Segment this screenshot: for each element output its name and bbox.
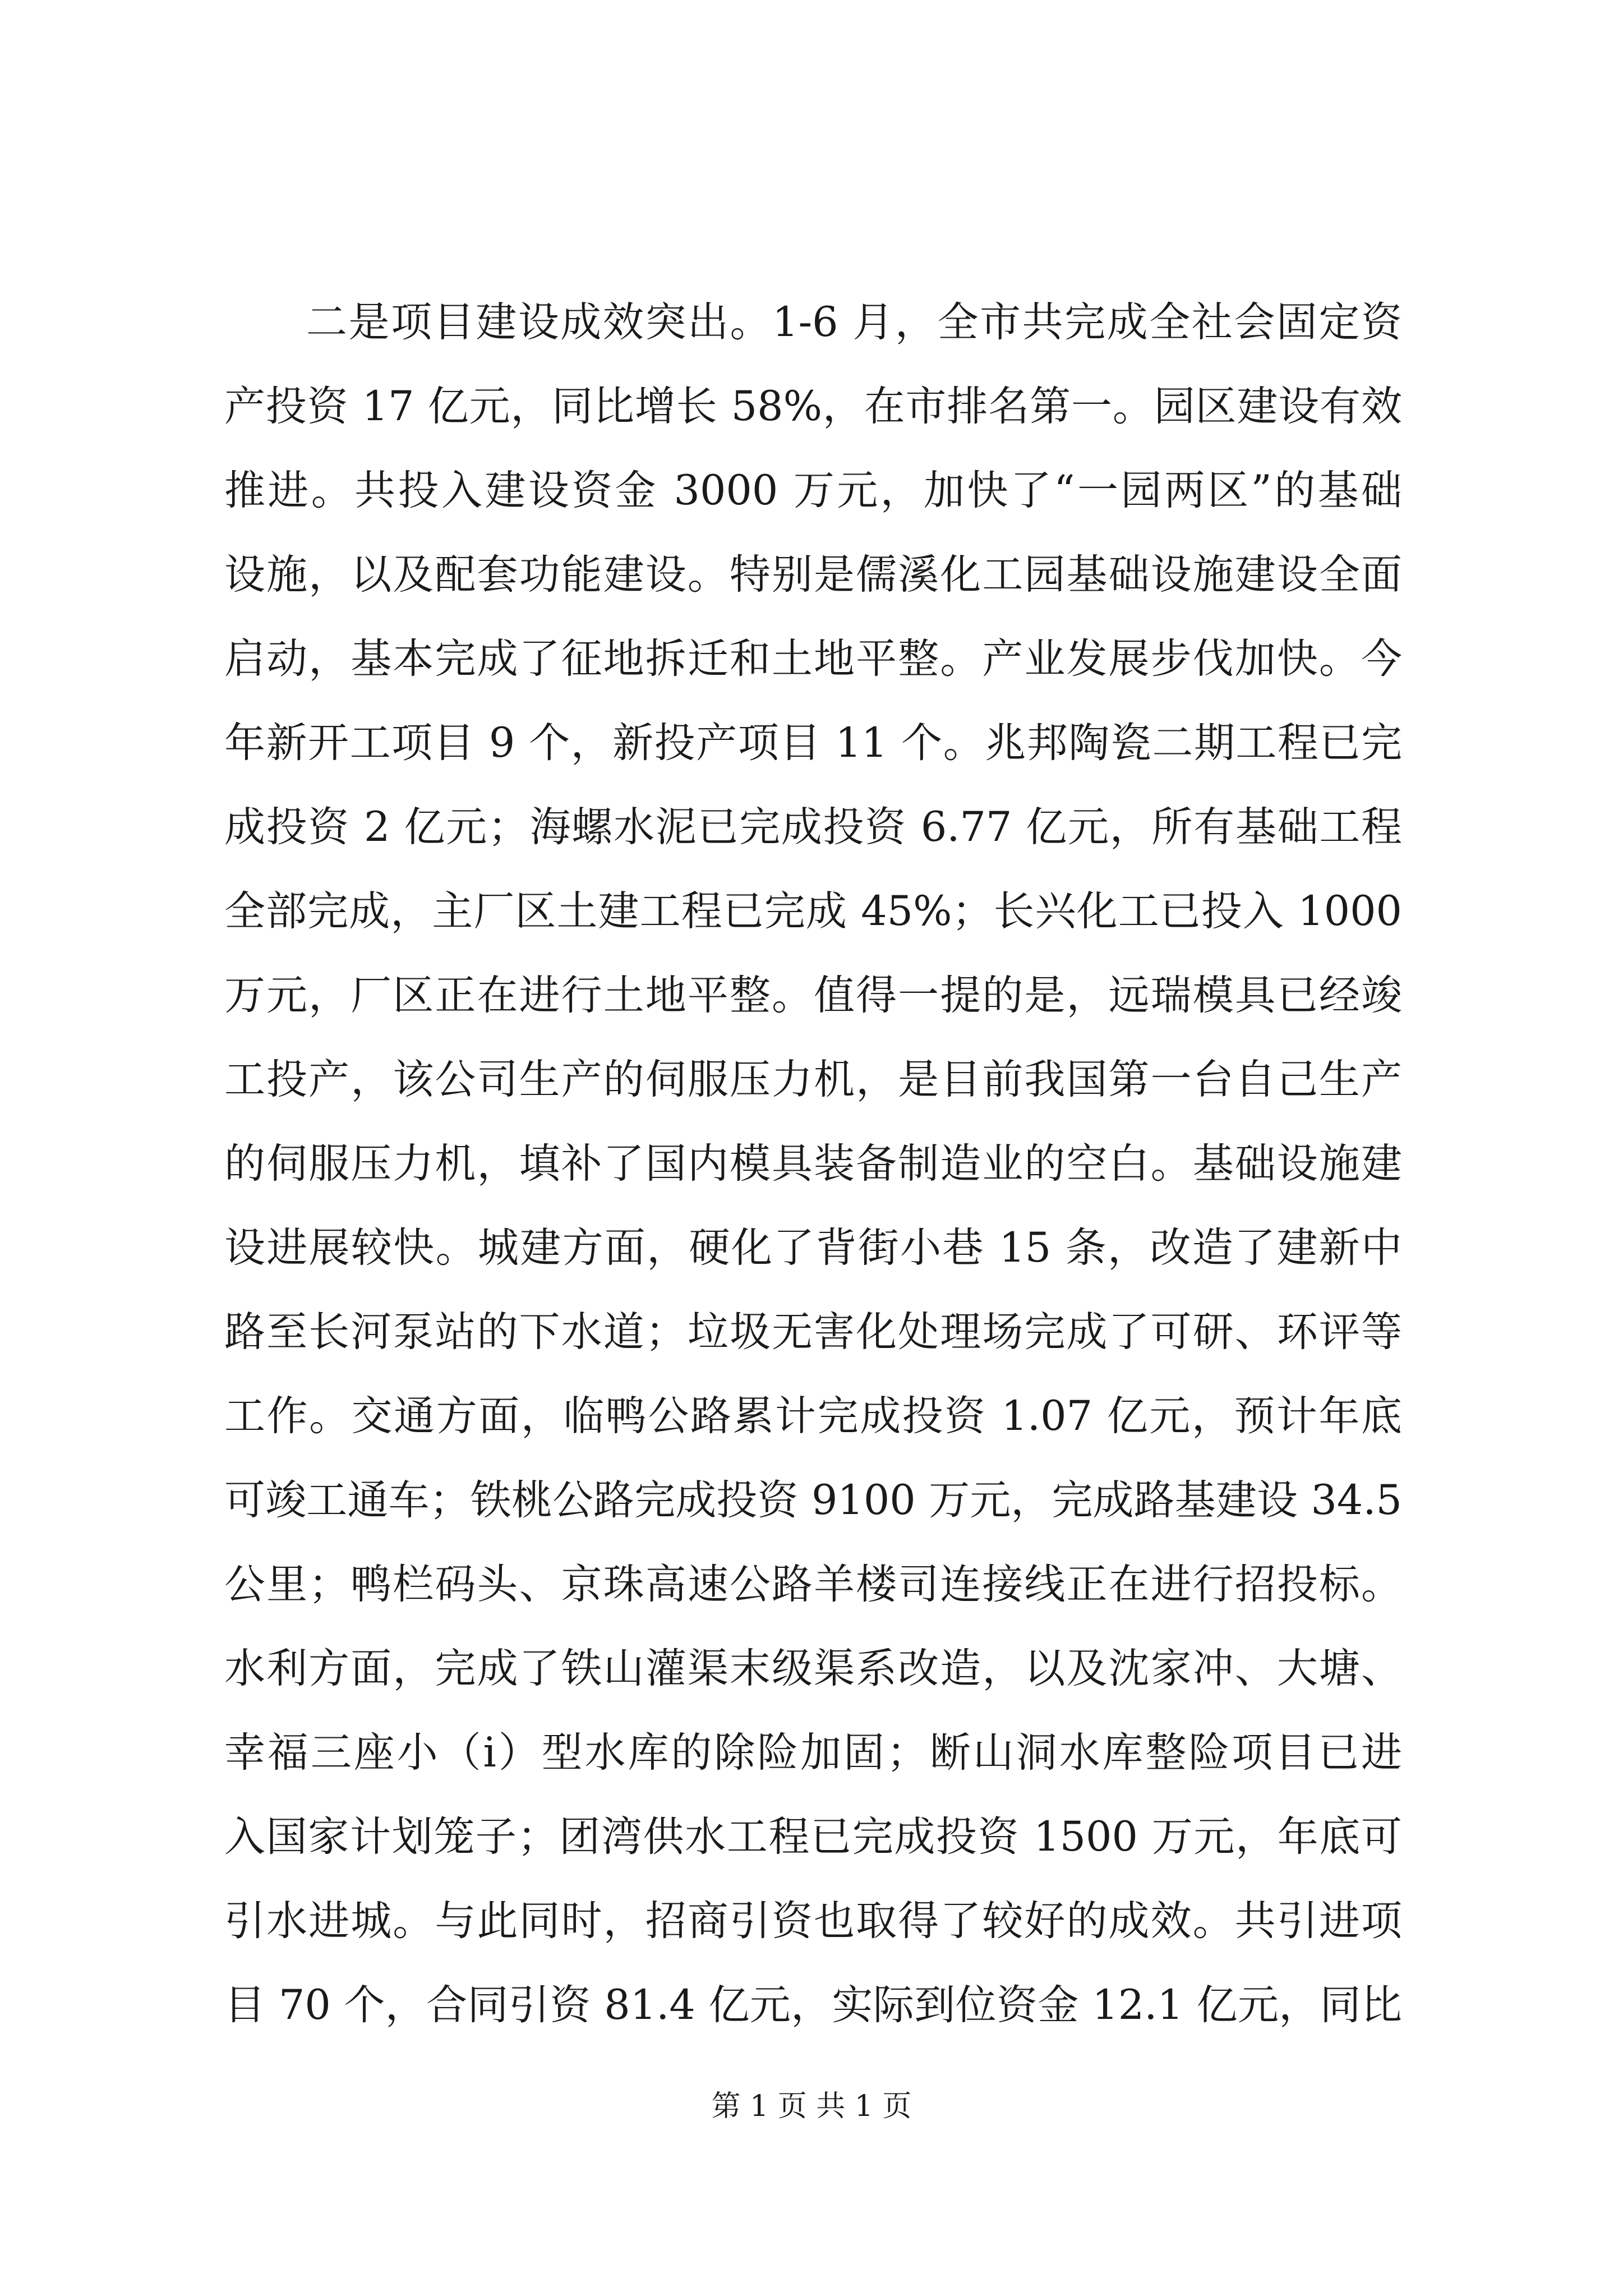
text-line-20: 引水进城。与此同时，招商引资也取得了较好的成效。共引进项 xyxy=(224,1897,1402,1945)
text-line-16: 公里；鸭栏码头、京珠高速公路羊楼司连接线正在进行招投标。 xyxy=(224,1561,1402,1608)
text-line-3: 推进。共投入建设资金 3000 万元，加快了“一园两区”的基础 xyxy=(224,467,1402,514)
text-line-9: 万元，厂区正在进行土地平整。值得一提的是，远瑞模具已经竣 xyxy=(224,972,1402,1019)
text-line-1: 二是项目建设成效突出。1-6 月，全市共完成全社会固定资 xyxy=(306,298,1402,346)
text-line-11: 的伺服压力机，填补了国内模具装备制造业的空白。基础设施建 xyxy=(224,1140,1402,1188)
text-line-18: 幸福三座小（ⅰ）型水库的除险加固；断山洞水库整险项目已进 xyxy=(224,1729,1402,1777)
text-line-2: 产投资 17 亿元，同比增长 58%，在市排名第一。园区建设有效 xyxy=(224,383,1402,430)
text-line-21: 目 70 个，合同引资 81.4 亿元，实际到位资金 12.1 亿元，同比 xyxy=(224,1981,1402,2029)
text-line-13: 路至长河泵站的下水道；垃圾无害化处理场完成了可研、环评等 xyxy=(224,1308,1402,1356)
text-line-7: 成投资 2 亿元；海螺水泥已完成投资 6.77 亿元，所有基础工程 xyxy=(224,803,1402,851)
text-line-19: 入国家计划笼子；团湾供水工程已完成投资 1500 万元，年底可 xyxy=(224,1813,1402,1861)
text-line-5: 启动，基本完成了征地拆迁和土地平整。产业发展步伐加快。今 xyxy=(224,635,1402,683)
text-line-10: 工投产，该公司生产的伺服压力机，是目前我国第一台自己生产 xyxy=(224,1056,1402,1103)
text-line-4: 设施，以及配套功能建设。特别是儒溪化工园基础设施建设全面 xyxy=(224,551,1402,599)
page-number-label: 第 1 页 共 1 页 xyxy=(711,2090,912,2123)
document-body xyxy=(224,280,1402,2047)
text-line-14: 工作。交通方面，临鸭公路累计完成投资 1.07 亿元，预计年底 xyxy=(224,1392,1402,1440)
text-line-17: 水利方面，完成了铁山灌渠末级渠系改造，以及沈家冲、大塘、 xyxy=(224,1645,1402,1692)
text-line-8: 全部完成，主厂区土建工程已完成 45%；长兴化工已投入 1000 xyxy=(224,887,1402,935)
page-footer xyxy=(0,2087,1623,2126)
text-line-12: 设进展较快。城建方面，硬化了背街小巷 15 条，改造了建新中 xyxy=(224,1224,1402,1272)
text-line-6: 年新开工项目 9 个，新投产项目 11 个。兆邦陶瓷二期工程已完 xyxy=(224,719,1402,767)
text-line-15: 可竣工通车；铁桃公路完成投资 9100 万元，完成路基建设 34.5 xyxy=(224,1476,1402,1524)
